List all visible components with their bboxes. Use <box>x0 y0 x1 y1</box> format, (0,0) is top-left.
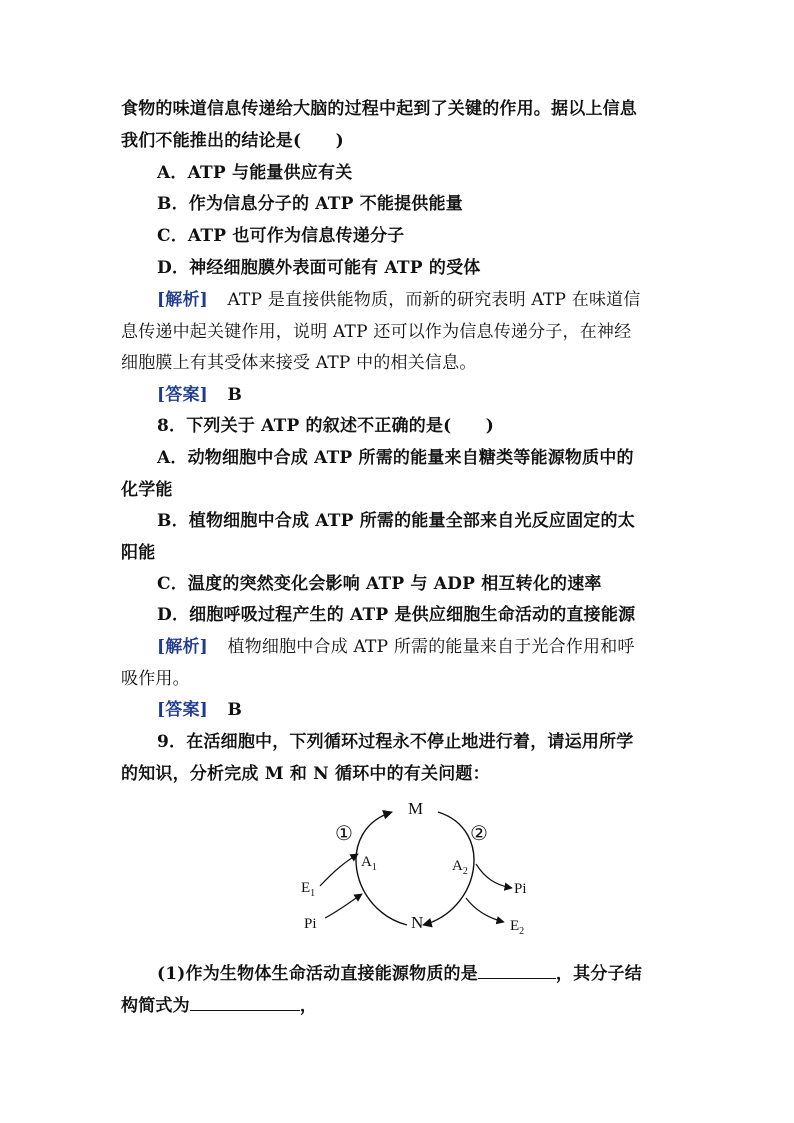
question-stem: 我们不能推出的结论是( ) <box>121 131 344 151</box>
q8-analysis-line-2: 吸作用。 <box>121 669 190 689</box>
answer-blank-1[interactable] <box>478 960 556 979</box>
label-a1: $A_1$ <box>361 854 377 873</box>
pi-input-arrow <box>325 894 362 918</box>
answer-tag: [答案] <box>157 385 208 405</box>
q7-analysis-line-2: 息传递中起关键作用，说明 ATP 还可以作为信息传递分子，在神经 <box>121 322 632 342</box>
q8-option-b-cont: 阳能 <box>121 543 156 563</box>
option-c: C．ATP 也可作为信息传递分子 <box>157 226 405 246</box>
analysis-tag: [解析] <box>157 637 208 657</box>
q7-answer <box>157 383 717 407</box>
process-1-marker: ① <box>335 823 353 845</box>
q8-option-c: C．温度的突然变化会影响 ATP 与 ADP 相互转化的速率 <box>157 574 602 594</box>
analysis-text: 植物细胞中合成 ATP 所需的能量来自于光合作用和呼 <box>227 637 635 657</box>
q9-sub1-line-2 <box>121 992 681 1018</box>
label-n: N <box>411 913 424 932</box>
label-a2: $A_2$ <box>452 858 468 877</box>
e1-input-arrow <box>320 854 358 886</box>
label-e1: $E_1$ <box>301 880 316 899</box>
option-d: D．神经细胞膜外表面可能有 ATP 的受体 <box>157 258 481 278</box>
e2-output-arrow <box>466 898 504 922</box>
q8-stem: 8．下列关于 ATP 的叙述不正确的是( ) <box>157 416 495 436</box>
atp-cycle-diagram <box>290 790 550 950</box>
q8-option-d: D．细胞呼吸过程产生的 ATP 是供应细胞生命活动的直接能源 <box>157 605 636 625</box>
pi-output-arrow <box>476 864 512 888</box>
sub1-text-c: 构简式为 <box>121 996 190 1016</box>
q9-stem: 9．在活细胞中，下列循环过程永不停止地进行着，请运用所学 <box>157 732 634 752</box>
label-pi-in: Pi <box>304 916 317 932</box>
label-e2: $E_2$ <box>510 918 525 937</box>
sub1-text-a: (1)作为生物体生命活动直接能源物质的是 <box>157 964 478 984</box>
answer-value: B <box>227 385 243 405</box>
label-pi-out: Pi <box>514 881 527 897</box>
answer-value: B <box>227 700 243 720</box>
sub1-text-d: ， <box>299 996 318 1016</box>
q8-option-b: B．植物细胞中合成 ATP 所需的能量全部来自光反应固定的太 <box>157 511 635 531</box>
answer-tag: [答案] <box>157 700 208 720</box>
sub1-text-b: ，其分子结 <box>555 964 642 984</box>
analysis-tag: [解析] <box>157 290 208 310</box>
label-m: M <box>408 799 424 818</box>
q8-answer <box>157 698 717 722</box>
q9-stem-cont: 的知识，分析完成 M 和 N 循环中的有关问题： <box>121 764 490 784</box>
q9-sub1-line-1 <box>157 960 717 986</box>
q7-analysis-line-3: 细胞膜上有其受体来接受 ATP 中的相关信息。 <box>121 353 477 373</box>
q8-analysis-line-1 <box>157 635 717 659</box>
text-line: 食物的味道信息传递给大脑的过程中起到了关键的作用。据以上信息 <box>121 99 637 119</box>
option-a: A．ATP 与能量供应有关 <box>157 163 353 183</box>
answer-blank-2[interactable] <box>190 992 300 1011</box>
analysis-text: ATP 是直接供能物质，而新的研究表明 ATP 在味道信 <box>227 290 641 310</box>
q7-analysis-line-1 <box>157 288 717 312</box>
q8-option-a: A．动物细胞中合成 ATP 所需的能量来自糖类等能源物质中的 <box>157 448 634 468</box>
q8-option-a-cont: 化学能 <box>121 480 173 500</box>
process-2-marker: ② <box>470 823 488 845</box>
option-b: B．作为信息分子的 ATP 不能提供能量 <box>157 194 463 214</box>
